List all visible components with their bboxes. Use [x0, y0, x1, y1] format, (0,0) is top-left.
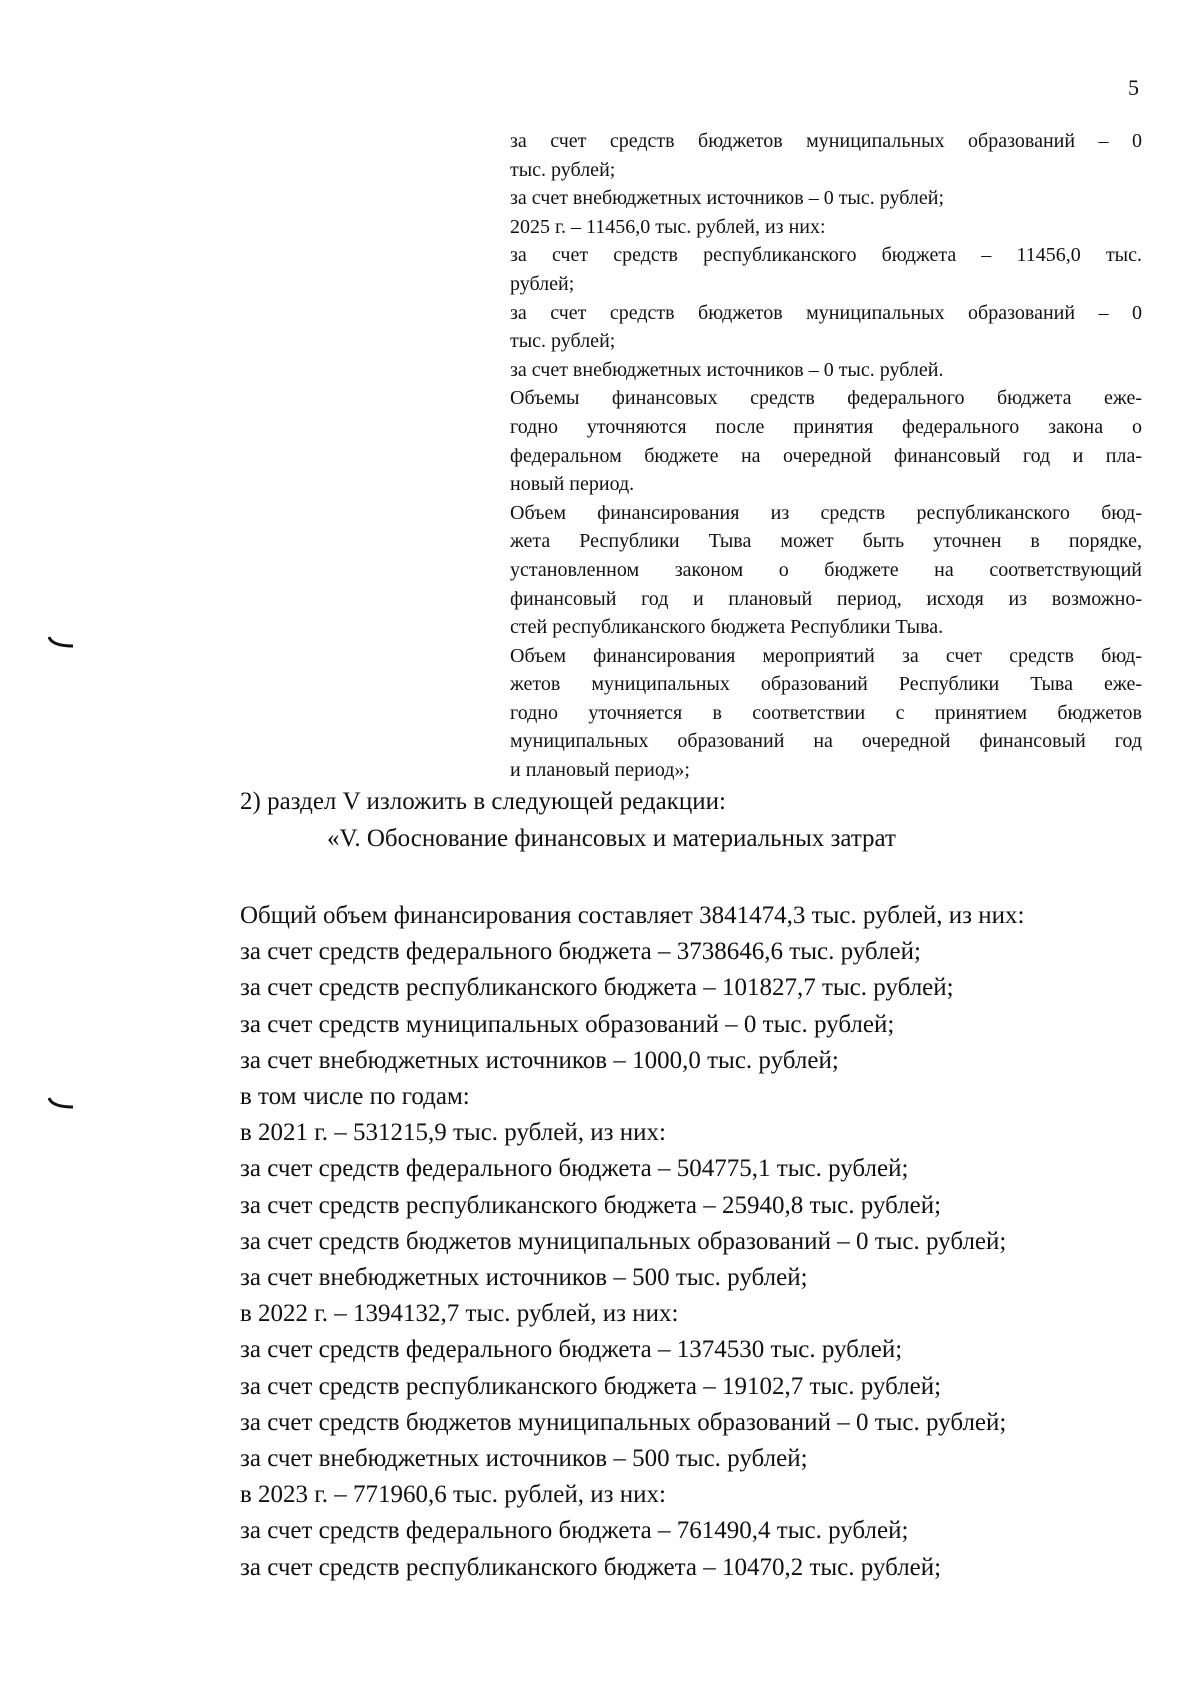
- financing-line: за счет средств республиканского бюджета – 10470,2 тыс. рублей;: [240, 1553, 942, 1581]
- scan-mark-icon: [48, 1097, 74, 1109]
- section-title: «V. Обоснование финансовых и материальных затрат: [327, 825, 896, 852]
- passport-line: установленном законом о бюджете на соответствующий: [510, 558, 1142, 581]
- page-number: 5: [1128, 75, 1139, 100]
- financing-line: в 2021 г. – 531215,9 тыс. рублей, из них:: [240, 1119, 666, 1147]
- financing-line: в 2023 г. – 771960,6 тыс. рублей, из них:: [240, 1481, 666, 1509]
- passport-line: Объем финансирования из средств республиканского бюд-: [510, 501, 1142, 524]
- financing-line: за счет средств федерального бюджета – 3738646,6 тыс. рублей;: [240, 938, 921, 966]
- passport-line: жетов муниципальных образований Республики Тыва еже-: [510, 673, 1142, 696]
- scan-mark-icon: [48, 636, 74, 648]
- financing-line: в 2022 г. – 1394132,7 тыс. рублей, из них:: [240, 1300, 679, 1328]
- financing-line: за счет средств бюджетов муниципальных образований – 0 тыс. рублей;: [240, 1227, 1007, 1255]
- passport-line: тыс. рублей;: [510, 158, 616, 181]
- passport-line: муниципальных образований на очередной финансовый год: [510, 730, 1142, 753]
- passport-line: жета Республики Тыва может быть уточнен в порядке,: [510, 530, 1142, 553]
- passport-line: годно уточняется в соответствии с принятием бюджетов: [510, 701, 1142, 724]
- passport-line: годно уточняются после принятия федерального закона о: [510, 415, 1142, 438]
- financing-line: за счет средств федерального бюджета – 1374530 тыс. рублей;: [240, 1336, 903, 1364]
- financing-line: Общий объем финансирования составляет 3841474,3 тыс. рублей, из них:: [240, 902, 1025, 929]
- passport-line: и плановый период»;: [510, 759, 690, 782]
- passport-line: за счет средств бюджетов муниципальных образований – 0: [510, 130, 1142, 152]
- financing-line: за счет средств федерального бюджета – 504775,1 тыс. рублей;: [240, 1155, 909, 1183]
- financing-line: за счет средств республиканского бюджета – 101827,7 тыс. рублей;: [240, 974, 954, 1002]
- passport-continuation: [510, 127, 1142, 785]
- financing-line: за счет средств федерального бюджета – 761490,4 тыс. рублей;: [240, 1517, 909, 1545]
- passport-line: 2025 г. – 11456,0 тыс. рублей, из них:: [510, 215, 826, 238]
- passport-line: за счет средств республиканского бюджета – 11456,0 тыс.: [510, 244, 1142, 267]
- passport-line: федеральном бюджете на очередной финансовый год и пла-: [510, 444, 1142, 467]
- passport-line: стей республиканского бюджета Республики Тыва.: [510, 616, 944, 639]
- passport-line: за счет средств бюджетов муниципальных образований – 0: [510, 301, 1142, 324]
- financing-line: за счет внебюджетных источников – 500 тыс. рублей;: [240, 1264, 808, 1292]
- passport-line: за счет внебюджетных источников – 0 тыс. рублей.: [510, 358, 944, 381]
- financing-line: за счет средств бюджетов муниципальных образований – 0 тыс. рублей;: [240, 1408, 1007, 1436]
- financing-line: за счет внебюджетных источников – 500 тыс. рублей;: [240, 1445, 808, 1473]
- passport-line: новый период.: [510, 473, 635, 496]
- financing-line: за счет внебюджетных источников – 1000,0 тыс. рублей;: [240, 1046, 839, 1074]
- financing-line: за счет средств муниципальных образований – 0 тыс. рублей;: [240, 1010, 895, 1038]
- financing-line: за счет средств республиканского бюджета – 25940,8 тыс. рублей;: [240, 1191, 942, 1219]
- passport-line: Объем финансирования мероприятий за счет средств бюд-: [510, 644, 1142, 667]
- item-heading: 2) раздел V изложить в следующей редакции:: [240, 788, 726, 815]
- passport-line: тыс. рублей;: [510, 330, 616, 353]
- financing-body: [240, 898, 1140, 1586]
- passport-line: за счет внебюджетных источников – 0 тыс. рублей;: [510, 187, 945, 210]
- passport-line: Объемы финансовых средств федерального бюджета еже-: [510, 387, 1142, 410]
- financing-line: за счет средств республиканского бюджета – 19102,7 тыс. рублей;: [240, 1372, 942, 1400]
- financing-line: в том числе по годам:: [240, 1083, 470, 1111]
- passport-line: рублей;: [510, 272, 575, 295]
- passport-line: финансовый год и плановый период, исходя из возможно-: [510, 587, 1142, 610]
